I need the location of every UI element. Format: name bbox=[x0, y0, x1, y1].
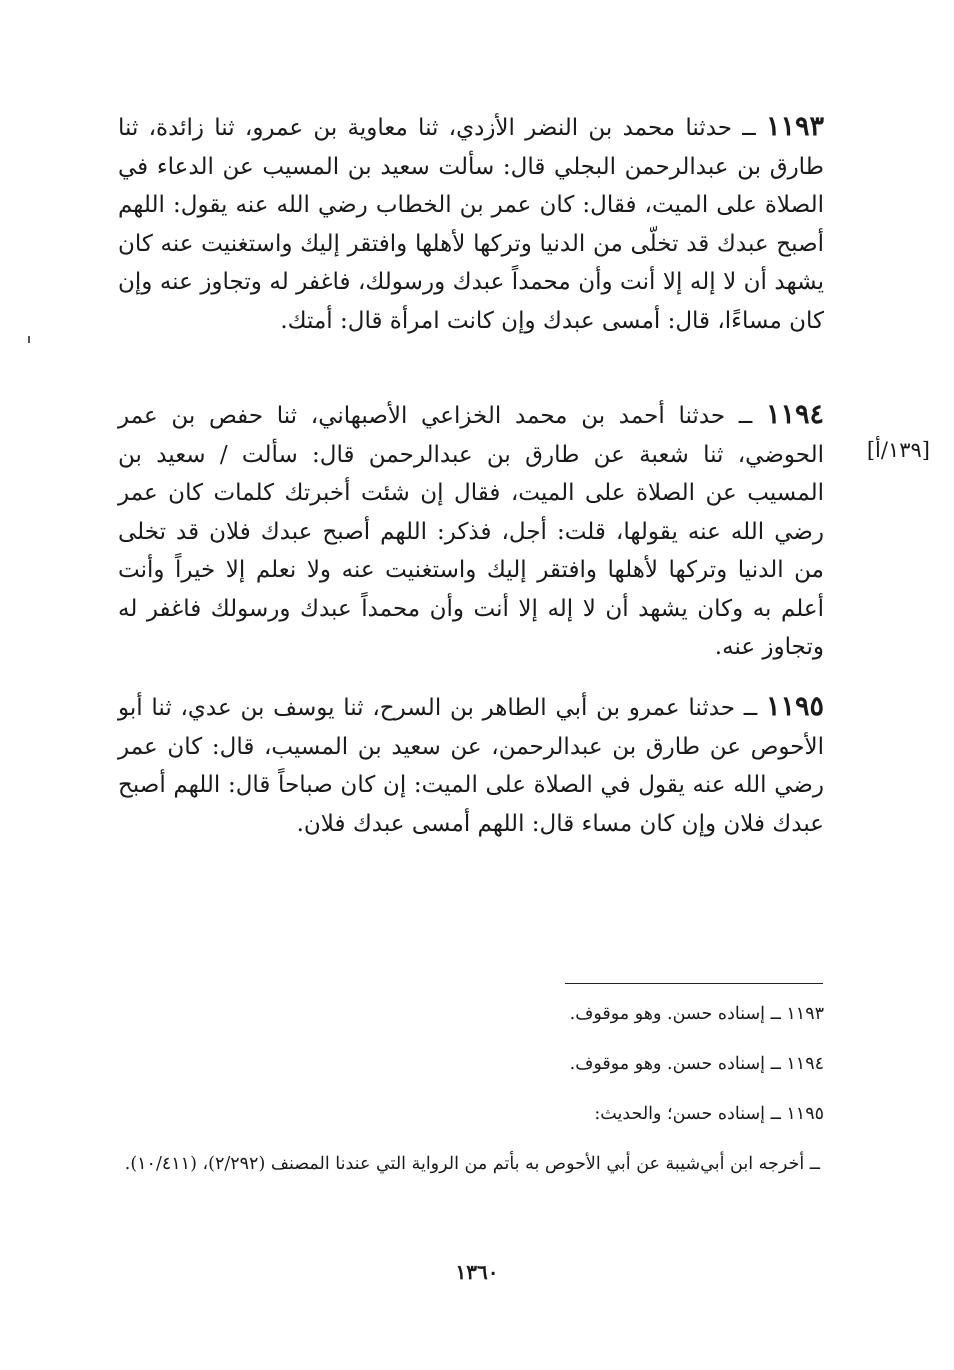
footnote-1193: ١١٩٣ ــ إسناده حسن. وهو موقوف. bbox=[569, 1004, 824, 1024]
hadith-text: ــ حدثنا أحمد بن محمد الخزاعي الأصبهاني، ثنا حفص بن عمر الحوضي، ثنا شعبة عن طارق بن عبدالرحمن قال: سألت / سعيد بن المسيب عن الصلاة على الميت، فقال إن شئت أخبرتك كلمات كان عمر رضي الله عنه يقولها، قلت: أجل، فذكر: اللهم أصبح عبدك فلان قد تخلى من الدنيا وتركها لأهلها وافتقر إليك واستغنيت عنه ولا نعلم إلا خيراً وأنت أعلم به وكان يشهد أن لا إله إلا أنت وأن محمداً عبدك ورسولك فاغفر له وتجاوز عنه. bbox=[118, 403, 824, 660]
hadith-text: ــ حدثنا محمد بن النضر الأزدي، ثنا معاوية بن عمرو، ثنا زائدة، ثنا طارق بن عبدالرحمن البجلي قال: سألت سعيد بن المسيب عن الدعاء في الصلاة على الميت، فقال: كان عمر بن الخطاب رضي الله عنه يقول: اللهم أصبح عبدك قد تخلّى من الدنيا وتركها لأهلها وافتقر إليك واستغنيت عنه كان يشهد أن لا إله إلا أنت وأن محمداً عبدك ورسولك، فاغفر له وتجاوز عنه وإن كان مساءًا، قال: أمسى عبدك وإن كانت امرأة قال: أمتك. bbox=[118, 115, 824, 334]
hadith-1193 bbox=[118, 108, 824, 340]
stray-mark bbox=[28, 336, 30, 343]
footnote-separator bbox=[565, 983, 823, 984]
hadith-1194 bbox=[118, 396, 824, 667]
hadith-number: ١١٩٣ bbox=[765, 111, 824, 142]
page-number: ١٣٦٠ bbox=[455, 1260, 499, 1284]
footnote-1194: ١١٩٤ ــ إسناده حسن. وهو موقوف. bbox=[569, 1054, 824, 1074]
hadith-1195 bbox=[118, 688, 824, 843]
hadith-text: ــ حدثنا عمرو بن أبي الطاهر بن السرح، ثنا يوسف بن عدي، ثنا أبو الأحوص عن طارق بن عبدالرحمن، عن سعيد بن المسيب، قال: كان عمر رضي الله عنه يقول في الصلاة على الميت: إن كان صباحاً قال: اللهم أصبح عبدك فلان وإن كان مساء قال: اللهم أمسى عبدك فلان. bbox=[118, 695, 824, 837]
footnotes bbox=[118, 1000, 824, 1179]
hadith-number: ١١٩٤ bbox=[766, 399, 825, 430]
hadith-number: ١١٩٥ bbox=[765, 691, 824, 722]
footnote-1195: ١١٩٥ ــ إسناده حسن؛ والحديث: bbox=[594, 1104, 824, 1124]
footnote-1195-source: ــ أخرجه ابن أبي‌شيبة عن أبي الأحوص به بأتم من الرواية التي عندنا المصنف (٢/٢٩٢)، (١٠/٤١١). bbox=[124, 1154, 820, 1174]
manuscript-folio-reference: [١٣٩/أ] bbox=[866, 438, 930, 462]
